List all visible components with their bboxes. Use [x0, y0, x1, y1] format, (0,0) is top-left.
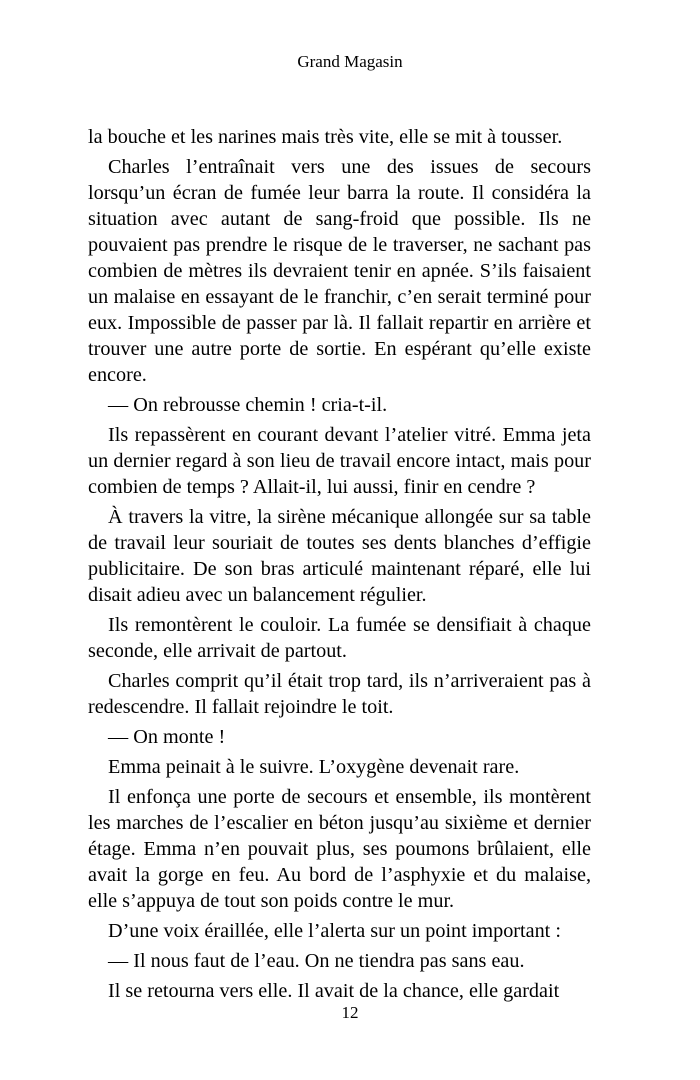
paragraph: Charles l’entraînait vers une des issues de secours lorsqu’un écran de fumée leur barra la route. Il considéra la situation avec autant de sang-froid que possible. Ils ne pouvaient pas prendre le risque de le traverser, ne sachant pas combien de mètres ils devraient tenir en apnée. S’ils faisaient un malaise en essayant de le franchir, c’en serait terminé pour eux. Impossible de passer par là. Il fallait repartir en arrière et trouver une autre porte de sortie. En espérant qu’elle existe encore.: [88, 156, 591, 386]
paragraph: D’une voix éraillée, elle l’alerta sur un point important :: [108, 920, 561, 942]
paragraph-continuation: la bouche et les narines mais très vite, elle se mit à tousser.: [88, 126, 563, 148]
paragraph: Il se retourna vers elle. Il avait de la chance, elle gardait: [108, 980, 560, 1002]
paragraph: Il enfonça une porte de secours et ensemble, ils montèrent les marches de l’escalier en béton jusqu’au sixième et dernier étage. Emma n’en pouvait plus, ses poumons brûlaient, elle avait la gorge en feu. Au bord de l’asphyxie et du malaise, elle s’appuya de tout son poids contre le mur.: [88, 786, 591, 912]
paragraph: Ils remontèrent le couloir. La fumée se densifiait à chaque seconde, elle arrivait de partout.: [88, 614, 591, 662]
dialogue-line: — Il nous faut de l’eau. On ne tiendra pas sans eau.: [108, 950, 525, 972]
dialogue-line: — On monte !: [108, 726, 226, 748]
paragraph: À travers la vitre, la sirène mécanique allongée sur sa table de travail leur souriait de toutes ses dents blanches d’effigie publicitaire. De son bras articulé maintenant réparé, elle lui disait adieu avec un balancement régulier.: [88, 506, 591, 606]
running-header-title: Grand Magasin: [297, 52, 403, 71]
paragraph: Emma peinait à le suivre. L’oxygène devenait rare.: [108, 756, 520, 778]
body-text: [88, 124, 591, 1008]
page-number: 12: [341, 1003, 359, 1022]
paragraph: Ils repassèrent en courant devant l’atelier vitré. Emma jeta un dernier regard à son lieu de travail encore intact, mais pour combien de temps ? Allait-il, lui aussi, finir en cendre ?: [88, 424, 591, 498]
dialogue-line: — On rebrousse chemin ! cria-t-il.: [108, 394, 388, 416]
paragraph: Charles comprit qu’il était trop tard, ils n’arriveraient pas à redescendre. Il fallait rejoindre le toit.: [88, 670, 591, 718]
